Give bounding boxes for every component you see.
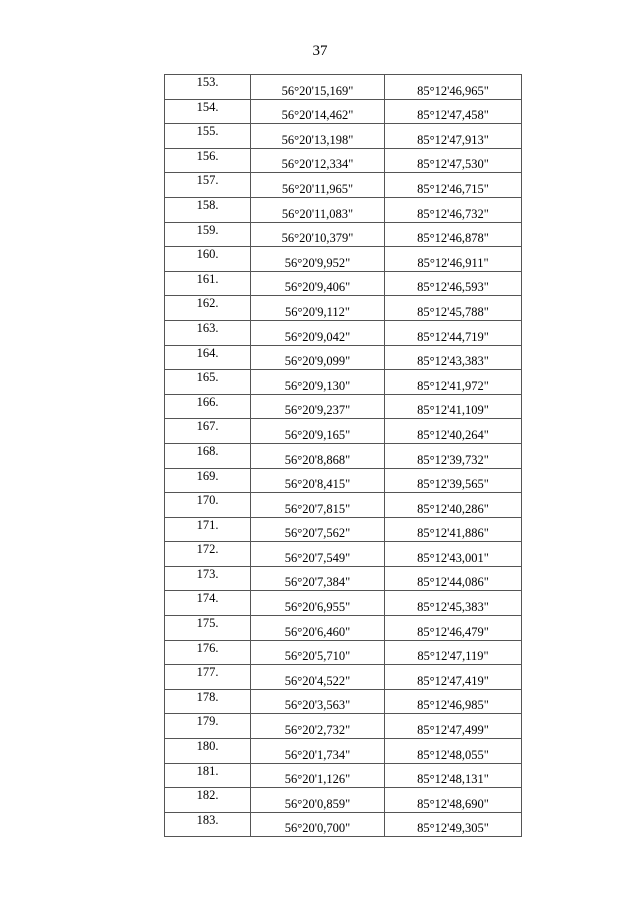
longitude-cell: 85°12'46,593" [385,271,522,296]
longitude-cell: 85°12'47,530" [385,148,522,173]
table-row [165,616,522,641]
longitude-cell: 85°12'47,499" [385,714,522,739]
table-row [165,714,522,739]
table-row [165,443,522,468]
table-row [165,812,522,837]
table-row [165,345,522,370]
longitude-cell: 85°12'45,788" [385,296,522,321]
latitude-cell: 56°20'8,868" [251,443,385,468]
longitude-cell: 85°12'46,479" [385,616,522,641]
table-row [165,370,522,395]
latitude-cell: 56°20'15,169" [251,75,385,100]
latitude-cell: 56°20'1,126" [251,763,385,788]
table-row [165,394,522,419]
point-number-cell: 163. [165,320,251,345]
point-number-cell: 171. [165,517,251,542]
longitude-cell: 85°12'48,131" [385,763,522,788]
latitude-cell: 56°20'13,198" [251,124,385,149]
point-number-cell: 157. [165,173,251,198]
point-number-cell: 180. [165,739,251,764]
longitude-cell: 85°12'46,732" [385,197,522,222]
longitude-cell: 85°12'44,719" [385,320,522,345]
table-row [165,517,522,542]
point-number-cell: 177. [165,665,251,690]
point-number-cell: 174. [165,591,251,616]
latitude-cell: 56°20'3,563" [251,689,385,714]
longitude-cell: 85°12'40,286" [385,493,522,518]
table-row [165,271,522,296]
point-number-cell: 156. [165,148,251,173]
longitude-cell: 85°12'46,965" [385,75,522,100]
latitude-cell: 56°20'14,462" [251,99,385,124]
table-row [165,75,522,100]
point-number-cell: 167. [165,419,251,444]
longitude-cell: 85°12'39,732" [385,443,522,468]
latitude-cell: 56°20'7,815" [251,493,385,518]
latitude-cell: 56°20'4,522" [251,665,385,690]
latitude-cell: 56°20'9,952" [251,247,385,272]
latitude-cell: 56°20'0,859" [251,788,385,813]
longitude-cell: 85°12'47,458" [385,99,522,124]
latitude-cell: 56°20'11,965" [251,173,385,198]
latitude-cell: 56°20'9,130" [251,370,385,395]
table-row [165,566,522,591]
latitude-cell: 56°20'7,549" [251,542,385,567]
latitude-cell: 56°20'0,700" [251,812,385,837]
latitude-cell: 56°20'11,083" [251,197,385,222]
table-row [165,689,522,714]
point-number-cell: 169. [165,468,251,493]
latitude-cell: 56°20'9,042" [251,320,385,345]
longitude-cell: 85°12'46,878" [385,222,522,247]
table-row [165,148,522,173]
point-number-cell: 179. [165,714,251,739]
latitude-cell: 56°20'5,710" [251,640,385,665]
latitude-cell: 56°20'2,732" [251,714,385,739]
longitude-cell: 85°12'43,001" [385,542,522,567]
longitude-cell: 85°12'48,690" [385,788,522,813]
point-number-cell: 181. [165,763,251,788]
latitude-cell: 56°20'6,955" [251,591,385,616]
table-row [165,542,522,567]
longitude-cell: 85°12'41,972" [385,370,522,395]
table-row [165,788,522,813]
table-row [165,247,522,272]
latitude-cell: 56°20'9,165" [251,419,385,444]
table-row [165,640,522,665]
table-row [165,222,522,247]
coordinates-table [164,74,522,837]
point-number-cell: 162. [165,296,251,321]
latitude-cell: 56°20'10,379" [251,222,385,247]
longitude-cell: 85°12'47,119" [385,640,522,665]
longitude-cell: 85°12'47,913" [385,124,522,149]
point-number-cell: 164. [165,345,251,370]
table-row [165,99,522,124]
table-row [165,763,522,788]
table-row [165,173,522,198]
point-number-cell: 170. [165,493,251,518]
longitude-cell: 85°12'49,305" [385,812,522,837]
latitude-cell: 56°20'9,099" [251,345,385,370]
longitude-cell: 85°12'47,419" [385,665,522,690]
table-row [165,591,522,616]
point-number-cell: 159. [165,222,251,247]
latitude-cell: 56°20'6,460" [251,616,385,641]
longitude-cell: 85°12'43,383" [385,345,522,370]
longitude-cell: 85°12'46,985" [385,689,522,714]
latitude-cell: 56°20'7,384" [251,566,385,591]
latitude-cell: 56°20'9,112" [251,296,385,321]
longitude-cell: 85°12'40,264" [385,419,522,444]
point-number-cell: 175. [165,616,251,641]
point-number-cell: 182. [165,788,251,813]
coordinates-table-body [165,75,522,837]
longitude-cell: 85°12'41,109" [385,394,522,419]
table-row [165,468,522,493]
point-number-cell: 158. [165,197,251,222]
page-number: 37 [312,43,328,59]
longitude-cell: 85°12'45,383" [385,591,522,616]
point-number-cell: 173. [165,566,251,591]
latitude-cell: 56°20'12,334" [251,148,385,173]
point-number-cell: 166. [165,394,251,419]
table-row [165,665,522,690]
point-number-cell: 168. [165,443,251,468]
longitude-cell: 85°12'48,055" [385,739,522,764]
table-row [165,296,522,321]
table-row [165,320,522,345]
point-number-cell: 165. [165,370,251,395]
point-number-cell: 178. [165,689,251,714]
point-number-cell: 155. [165,124,251,149]
latitude-cell: 56°20'1,734" [251,739,385,764]
table-row [165,739,522,764]
point-number-cell: 153. [165,75,251,100]
latitude-cell: 56°20'9,406" [251,271,385,296]
longitude-cell: 85°12'44,086" [385,566,522,591]
latitude-cell: 56°20'7,562" [251,517,385,542]
table-row [165,493,522,518]
longitude-cell: 85°12'46,715" [385,173,522,198]
point-number-cell: 183. [165,812,251,837]
point-number-cell: 172. [165,542,251,567]
point-number-cell: 161. [165,271,251,296]
latitude-cell: 56°20'8,415" [251,468,385,493]
point-number-cell: 154. [165,99,251,124]
table-row [165,124,522,149]
longitude-cell: 85°12'39,565" [385,468,522,493]
longitude-cell: 85°12'41,886" [385,517,522,542]
longitude-cell: 85°12'46,911" [385,247,522,272]
table-row [165,419,522,444]
point-number-cell: 160. [165,247,251,272]
latitude-cell: 56°20'9,237" [251,394,385,419]
table-row [165,197,522,222]
point-number-cell: 176. [165,640,251,665]
